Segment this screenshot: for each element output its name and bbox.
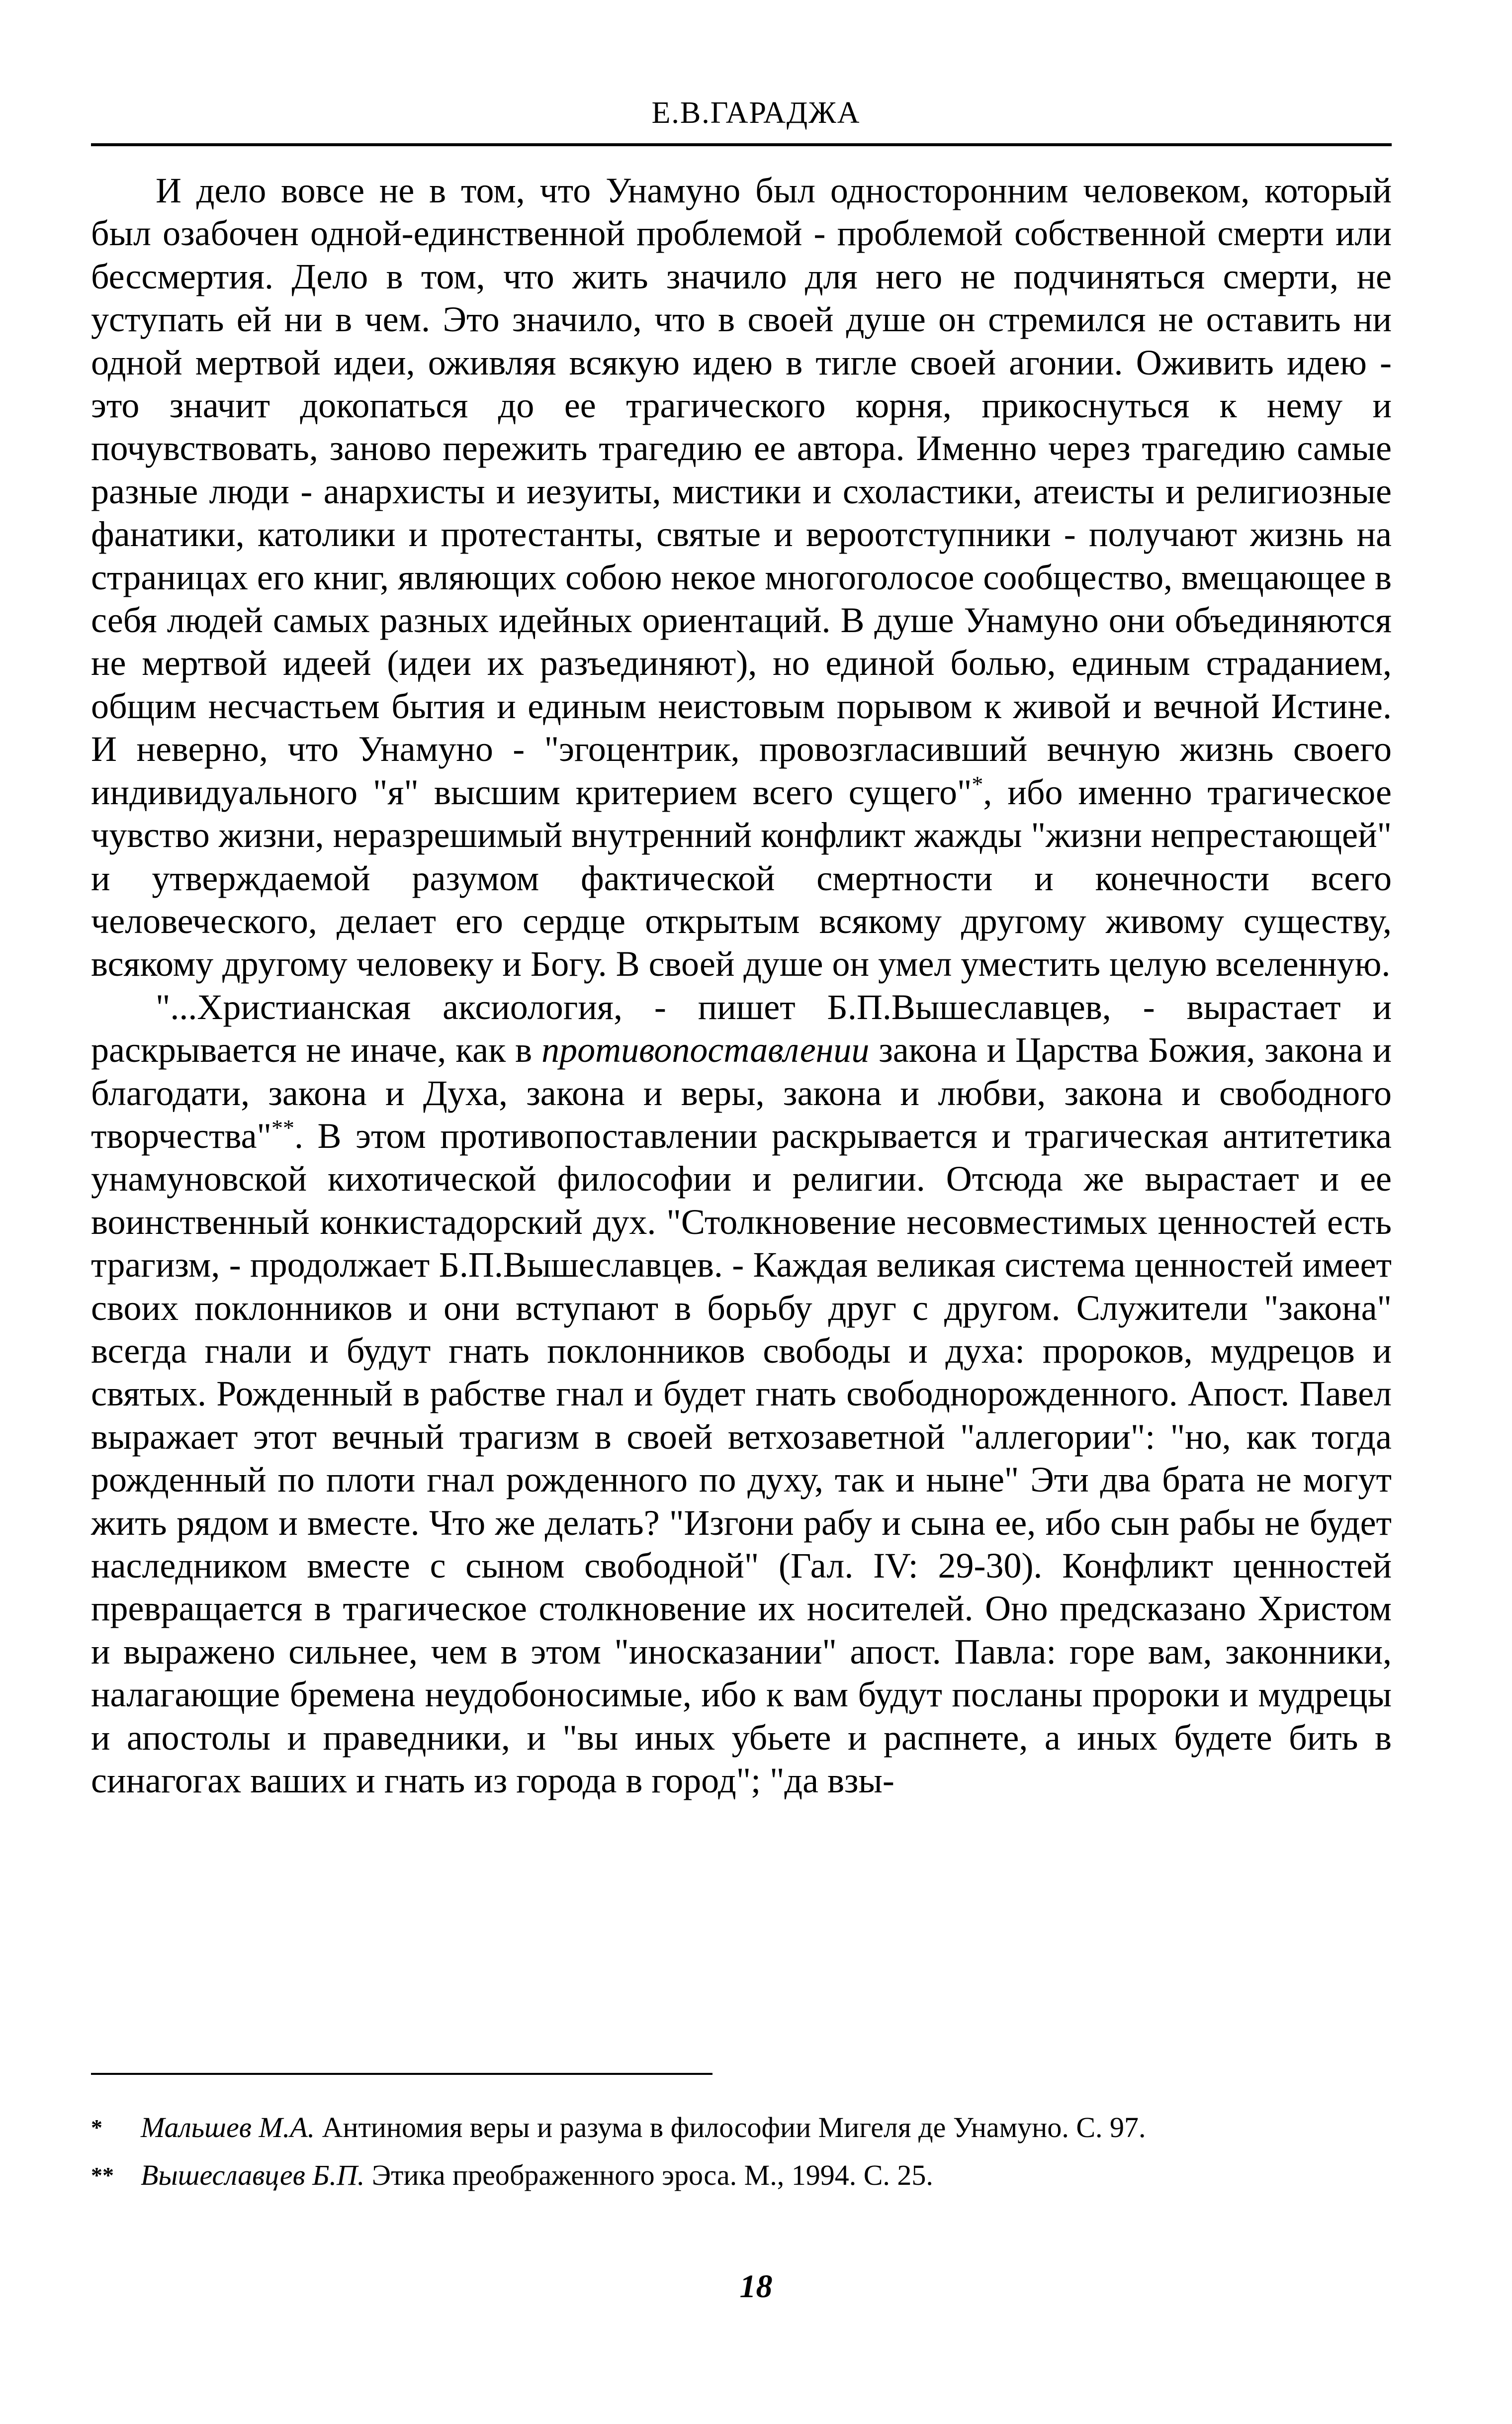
footnote-2: [91, 2151, 1392, 2199]
running-head: Е.В.ГАРАДЖА: [651, 96, 861, 130]
page-number: 18: [739, 2268, 773, 2305]
footnote-author: Вышеславцев Б.П.: [141, 2159, 365, 2191]
paragraph-2-emphasis: противопоставлении: [541, 1030, 870, 1070]
paragraph-2: [91, 986, 1392, 1802]
paragraph-1-text: И дело вовсе не в том, что Унамуно был односторонним человеком, который был озабочен одной-единственной проблемой - проблемой собственной смерти или бессмертия. Дело в том, что жить значило для него не подчиняться смерти, не уступать ей ни в чем. Это значило, что в своей душе он стремился не оставить ни одной мертвой идеи, оживляя всякую идею в тигле своей агонии. Оживить идею - это значит докопаться до ее трагического корня, прикоснуться к нему и почувствовать, заново пережить трагедию ее автора. Именно через трагедию самые разные люди - анархисты и иезуиты, мистики и схоластики, атеисты и религиозные фанатики, католики и протестанты, святые и вероотступники - получают жизнь на страницах его книг, являющих собою некое многоголосое сообщество, вмещающее в себя людей самых разных идейных ориентаций. В душе Унамуно они объединяются не мертвой идеей (идеи их разъединяют), но единой болью, единым страданием, общим несчастьем бытия и единым неистовым порывом к живой и вечной Истине. И неверно, что Унамуно - "эгоцентрик, провозгласивший вечную жизнь своего индивидуального "я" высшим критерием всего сущего": [91, 171, 1392, 812]
footnotes: [91, 2104, 1392, 2199]
footnote-ref-1: *: [972, 771, 983, 797]
header-rule: [91, 143, 1392, 146]
paragraph-1-end: , ибо именно трагическое чувство жизни, неразрешимый внутренний конфликт жажды "жизни непрестающей" и утверждаемой разумом фактической смертности и конечности всего человеческого, делает его сердце открытым всякому другому живому существу, всякому другому человеку и Богу. В своей душе он умел уместить целую вселенную.: [91, 772, 1392, 984]
footnote-mark: **: [91, 2162, 114, 2188]
main-text: [91, 169, 1392, 1802]
paragraph-1: [91, 169, 1392, 986]
footnote-author: Мальшев М.А.: [141, 2111, 315, 2144]
paragraph-2-start: "...Христианская аксиология, - пишет Б.П.Вышеславцев, - вырастает и раскрывается не иначе, как в: [91, 987, 1392, 1070]
paragraph-2-middle: закона и Царства Божия, закона и благодати, закона и Духа, закона и веры, закона и любви, закона и свободного творчества": [91, 1030, 1392, 1156]
footnote-ref-2: **: [271, 1115, 294, 1140]
paragraph-2-end: . В этом противопоставлении раскрывается и трагическая антитетика унамуновской кихотической философии и религии. Отсюда же вырастает и ее воинственный конкистадорский дух. "Столкновение несовместимых ценностей есть трагизм, - продолжает Б.П.Вышеславцев. - Каждая великая система ценностей имеет своих поклонников и они вступают в борьбу друг с другом. Служители "закона" всегда гнали и будут гнать поклонников свободы и духа: пророков, мудрецов и святых. Рожденный в рабстве гнал и будет гнать свободнорожденного. Апост. Павел выражает этот вечный трагизм в своей ветхозаветной "аллегории": "но, как тогда рожденный по плоти гнал рожденного по духу, так и ныне" Эти два брата не могут жить рядом и вместе. Что же делать? "Изгони рабу и сына ее, ибо сын рабы не будет наследником вместе с сыном свободной" (Гал. IV: 29-30). Конфликт ценностей превращается в трагическое столкновение их носителей. Оно предсказано Христом и выражено сильнее, чем в этом "иносказании" апост. Павла: горе вам, законники, налагающие бремена неудобоносимые, ибо к вам будут посланы пророки и мудрецы и апостолы и праведники, и "вы иных убьете и распнете, а иных будете бить в синагогах ваших и гнать из города в город"; "да взы-: [91, 1116, 1392, 1801]
footnote-mark: *: [91, 2115, 102, 2140]
footnote-text: Антиномия веры и разума в философии Мигеля де Унамуно. С. 97.: [315, 2111, 1146, 2144]
footnote-rule: [91, 2073, 712, 2075]
footnote-1: [91, 2104, 1392, 2151]
footnote-text: Этика преображенного эроса. М., 1994. С. 25.: [364, 2159, 933, 2191]
